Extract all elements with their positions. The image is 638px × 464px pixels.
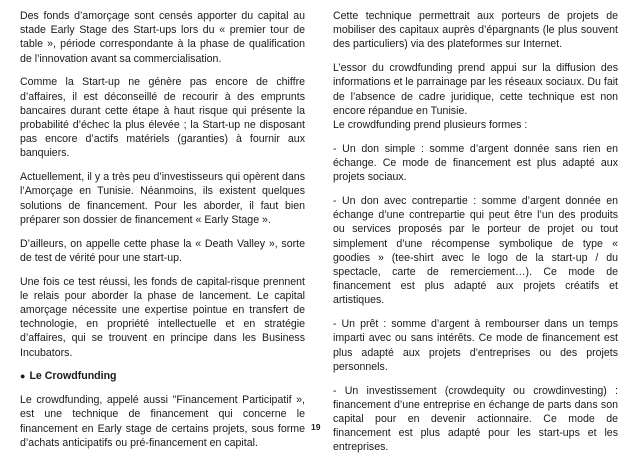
- section-heading: [20, 369, 305, 383]
- paragraph: D’ailleurs, on appelle cette phase la « Death Valley », sorte de test de vérité pour une start-up.: [20, 237, 305, 264]
- bullet-icon: ●: [20, 371, 26, 382]
- list-item: - Un prêt : somme d’argent à rembourser dans un temps imparti avec ou sans intérêts. Ce mode de financement est plus adapté aux projets d’entreprises ou des projets personnels.: [333, 318, 618, 373]
- paragraph: L’essor du crowdfunding prend appui sur la diffusion des informations et le parrainage par les réseaux sociaux. Du fait de l’absence de cadre juridique, cette technique est non encore répandue en Tunisie.: [333, 62, 619, 117]
- paragraph: Le crowdfunding, appelé aussi "Financement Participatif », est une technique de financement qui concerne le financement en Early stage de certains projets, sous forme d’achats anticipatifs ou pré-financement en capital.: [20, 394, 305, 449]
- paragraph: Cette technique permettrait aux porteurs de projets de mobiliser des capitaux auprès d’épargnants (le plus souvent des particuliers) via des plateformes sur Internet.: [333, 10, 618, 51]
- list-item: - Un don simple : somme d’argent donnée sans rien en échange. Ce mode de financement est plus adapté aux projets sociaux.: [333, 142, 618, 184]
- paragraph: Des fonds d’amorçage sont censés apporter du capital au stade Early Stage des Start-ups lors du « premier tour de table », période correspondante à la phase de qualification de l’innovation avant sa commercialisation.: [20, 10, 305, 65]
- page-number: 19: [311, 422, 321, 432]
- list-item: - Un don avec contrepartie : somme d’argent donnée en échange d’une contrepartie qui peut être l’un des produits ou services proposés par le porteur de projet ou tout simplement d’une récompense symbolique de type « goodies » (tee-shirt avec le logo de la start-up / du spectacle, carte de remerciement…). Ce mode de financement est plus adapté aux projets créatifs et artistiques.: [333, 195, 618, 307]
- paragraph: Comme la Start-up ne génère pas encore de chiffre d’affaires, il est déconseillé de recourir à des emprunts bancaires durant cette étape à haut risque qui présente la probabilité d’échec la plus élevée ; la Start-up ne disposant pas encore d’actifs matériels (garanties) à fournir aux banquiers.: [20, 76, 305, 160]
- right-column: [333, 9, 618, 464]
- paragraph: Une fois ce test réussi, les fonds de capital-risque prennent le relais pour aborder la phase de lancement. Le capital amorçage nécessite une expertise pointue en transfert de technologie, en propriété intellectuelle et en stratégie d’affaires, qui se trouvent en principe dans les Business Incubators.: [20, 275, 305, 359]
- paragraph: Actuellement, il y a très peu d’investisseurs qui opèrent dans l’Amorçage en Tunisie. Néanmoins, ils existent quelques solutions de financement. Pour les aborder, il faut bien préparer son dossier de financement « Early Stage ».: [20, 171, 305, 226]
- paragraph: Le crowdfunding prend plusieurs formes :: [333, 119, 528, 132]
- section-heading-label: Le Crowdfunding: [29, 370, 117, 383]
- list-item: - Un investissement (crowdequity ou crowdinvesting) : financement d’une entreprise en échange de parts dans son capital pour en devenir actionnaire. Ce mode de financement est plus adapté pour les start-ups et les entreprises.: [333, 384, 618, 454]
- left-column: [20, 9, 305, 460]
